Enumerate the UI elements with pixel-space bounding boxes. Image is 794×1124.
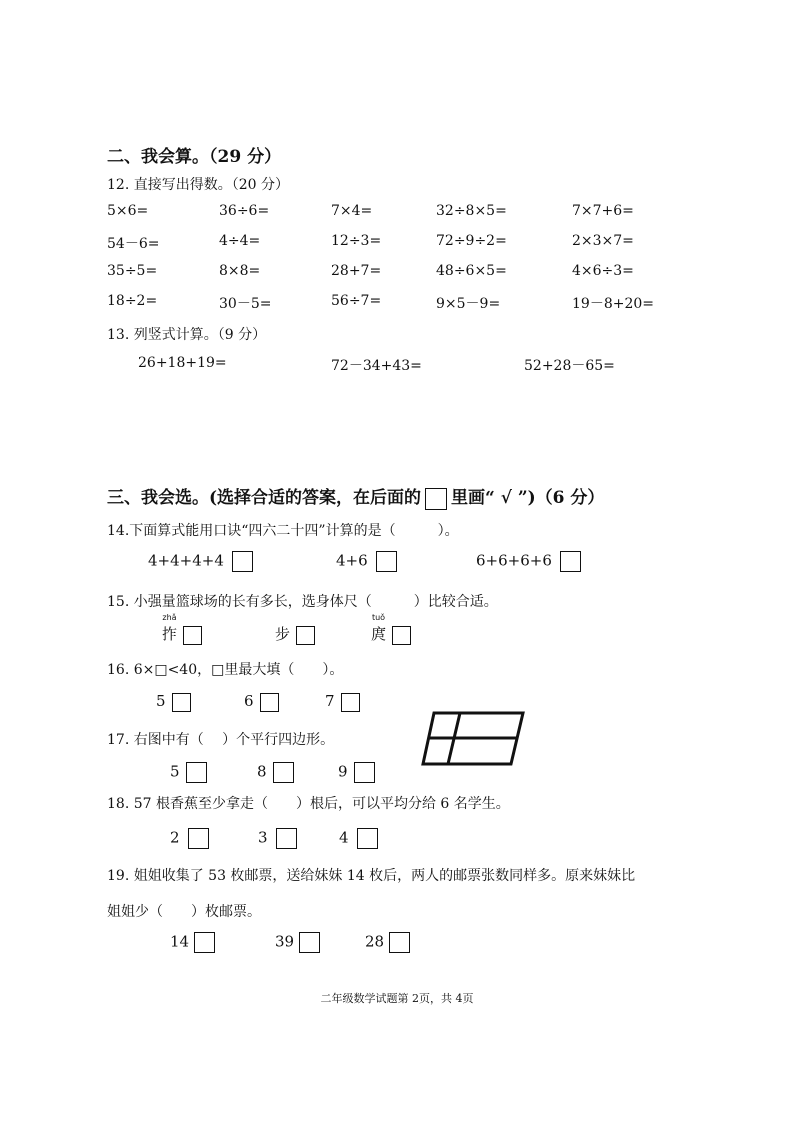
option-label bbox=[162, 613, 178, 644]
answer-box[interactable] bbox=[354, 762, 375, 783]
option-label: 6+6+6+6 bbox=[476, 551, 552, 570]
q12-title: 12. 直接写出得数。（20 分） bbox=[107, 177, 289, 193]
q13-title: 13. 列竖式计算。（9 分） bbox=[107, 327, 267, 343]
option-label: 7 bbox=[325, 692, 335, 710]
option-label bbox=[275, 623, 290, 644]
answer-box[interactable] bbox=[276, 828, 297, 849]
q12-cell: 48÷6×5= bbox=[436, 263, 507, 279]
answer-box[interactable] bbox=[560, 551, 581, 572]
answer-box-sample bbox=[425, 488, 447, 510]
option-char: 庹 bbox=[371, 625, 387, 643]
q12-cell: 36÷6= bbox=[219, 203, 270, 219]
section3-title-part2: 里画“ √ ”)（6 分） bbox=[451, 488, 605, 508]
option-label bbox=[371, 613, 387, 644]
answer-box[interactable] bbox=[389, 932, 410, 953]
q17-text: 17. 右图中有（ ）个平行四边形。 bbox=[107, 732, 335, 748]
q12-cell: 28+7= bbox=[331, 263, 382, 279]
q12-cell: 4÷4= bbox=[219, 233, 261, 249]
q19-option[interactable] bbox=[170, 932, 215, 953]
q18-option[interactable] bbox=[258, 828, 297, 849]
q15-option[interactable] bbox=[275, 623, 315, 645]
option-label: 14 bbox=[170, 932, 190, 951]
q15-text: 15. 小强量篮球场的长有多长，选身体尺（ ）比较合适。 bbox=[107, 594, 498, 610]
q12-cell: 19－8+20= bbox=[572, 296, 654, 312]
pinyin: zhǎ bbox=[162, 613, 177, 622]
page-footer: 二年级数学试题第 2页，共 4页 bbox=[320, 992, 474, 1005]
q18-option[interactable] bbox=[339, 828, 378, 849]
q18-option[interactable] bbox=[170, 828, 209, 849]
q12-cell: 18÷2= bbox=[107, 293, 158, 309]
q12-cell: 35÷5= bbox=[107, 263, 158, 279]
answer-box[interactable] bbox=[183, 626, 202, 645]
answer-box[interactable] bbox=[172, 693, 191, 712]
q16-option[interactable] bbox=[325, 692, 360, 712]
q16-option[interactable] bbox=[244, 692, 279, 712]
q16-option[interactable] bbox=[156, 692, 191, 712]
option-label: 5 bbox=[170, 762, 180, 781]
q17-option[interactable] bbox=[257, 762, 294, 783]
q12-cell: 2×3×7= bbox=[572, 233, 634, 249]
q13-item: 52+28－65= bbox=[524, 358, 615, 374]
q14-text: 14.下面算式能用口诀“四六二十四”计算的是（ ）。 bbox=[107, 523, 459, 539]
q18-text: 18. 57 根香蕉至少拿走（ ）根后，可以平均分给 6 名学生。 bbox=[107, 796, 510, 812]
answer-box[interactable] bbox=[341, 693, 360, 712]
answer-box[interactable] bbox=[194, 932, 215, 953]
q15-option[interactable] bbox=[162, 613, 202, 645]
answer-box[interactable] bbox=[232, 551, 253, 572]
q12-cell: 7×4= bbox=[331, 203, 373, 219]
option-label: 4 bbox=[339, 828, 349, 847]
section3-title bbox=[107, 483, 604, 510]
section3-title-part1: 三、我会选。(选择合适的答案，在后面的 bbox=[107, 488, 422, 508]
q12-cell: 4×6÷3= bbox=[572, 263, 634, 279]
q14-option[interactable] bbox=[476, 551, 581, 572]
answer-box[interactable] bbox=[357, 828, 378, 849]
q19-text-line1: 19. 姐姐收集了 53 枚邮票，送给妹妹 14 枚后，两人的邮票张数同样多。原来妹妹比 bbox=[107, 868, 636, 884]
option-char: 拃 bbox=[162, 625, 178, 643]
q12-cell: 30－5= bbox=[219, 296, 272, 312]
answer-box[interactable] bbox=[376, 551, 397, 572]
option-label: 3 bbox=[258, 828, 268, 847]
section2-title: 二、我会算。（29 分） bbox=[107, 147, 282, 167]
answer-box[interactable] bbox=[392, 626, 411, 645]
q17-option[interactable] bbox=[170, 762, 207, 783]
q13-item: 72－34+43= bbox=[331, 358, 422, 374]
q19-option[interactable] bbox=[275, 932, 320, 953]
q12-cell: 12÷3= bbox=[331, 233, 382, 249]
answer-box[interactable] bbox=[273, 762, 294, 783]
option-label: 9 bbox=[338, 762, 348, 781]
option-label: 28 bbox=[365, 932, 385, 951]
q15-option[interactable] bbox=[371, 613, 411, 645]
q12-cell: 56÷7= bbox=[331, 293, 382, 309]
parallelogram-figure bbox=[420, 709, 528, 767]
answer-box[interactable] bbox=[260, 693, 279, 712]
q12-cell: 54－6= bbox=[107, 236, 160, 252]
q12-cell: 5×6= bbox=[107, 203, 149, 219]
option-label: 8 bbox=[257, 762, 267, 781]
option-label: 39 bbox=[275, 932, 295, 951]
q12-cell: 72÷9÷2= bbox=[436, 233, 507, 249]
option-label: 4+6 bbox=[336, 551, 368, 570]
q12-cell: 7×7+6= bbox=[572, 203, 634, 219]
q19-text-line2: 姐姐少（ ）枚邮票。 bbox=[107, 904, 261, 920]
q14-option[interactable] bbox=[148, 551, 253, 572]
pinyin: tuǒ bbox=[371, 613, 386, 622]
answer-box[interactable] bbox=[296, 626, 315, 645]
option-label: 4+4+4+4 bbox=[148, 551, 224, 570]
option-label: 5 bbox=[156, 692, 166, 710]
option-char: 步 bbox=[275, 625, 291, 643]
answer-box[interactable] bbox=[188, 828, 209, 849]
q12-cell: 32÷8×5= bbox=[436, 203, 507, 219]
answer-box[interactable] bbox=[186, 762, 207, 783]
q12-cell: 8×8= bbox=[219, 263, 261, 279]
q13-item: 26+18+19= bbox=[138, 355, 227, 371]
answer-box[interactable] bbox=[299, 932, 320, 953]
q14-option[interactable] bbox=[336, 551, 397, 572]
q12-cell: 9×5－9= bbox=[436, 296, 501, 312]
option-label: 2 bbox=[170, 828, 180, 847]
q17-option[interactable] bbox=[338, 762, 375, 783]
q16-text: 16. 6×□<40，□里最大填（ ）。 bbox=[107, 662, 344, 678]
q19-option[interactable] bbox=[365, 932, 410, 953]
option-label: 6 bbox=[244, 692, 254, 710]
